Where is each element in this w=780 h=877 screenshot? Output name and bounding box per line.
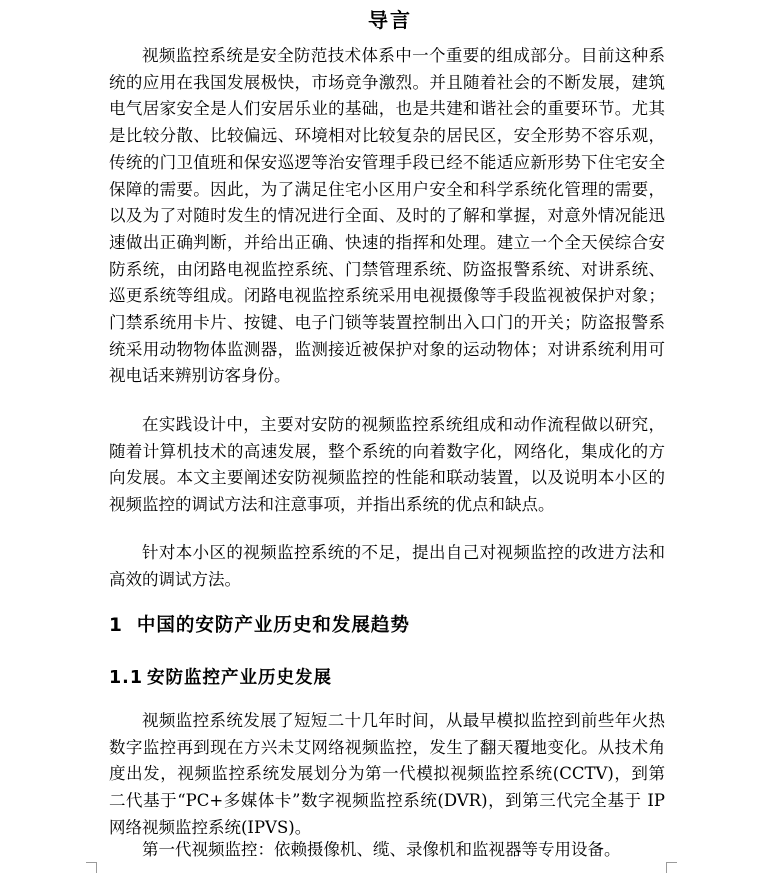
right-margin-corner-mark <box>666 862 677 873</box>
intro-paragraph-1: 视频监控系统是安全防范技术体系中一个重要的组成部分。目前这种系统的应用在我国发展极快，市场竞争激烈。并且随着社会的不断发展，建筑电气居家安全是人们安居乐业的基础，也是共建和谐社会的重要环节。尤其是比较分散、比较偏远、环境相对比较复杂的居民区，安全形势不容乐观，传统的门卫值班和保安巡逻等治安管理手段已经不能适应新形势下住宅安全保障的需要。因此，为了满足住宅小区用户安全和科学系统化管理的需要，以及为了对随时发生的情况进行全面、及时的了解和掌握，对意外情况能迅速做出正确判断，并给出正确、快速的指挥和处理。建立一个全天侯综合安防系统，由闭路电视监控系统、门禁管理系统、防盗报警系统、对讲系统、巡更系统等组成。闭路电视监控系统采用电视摄像等手段监视被保护对象；门禁系统用卡片、按键、电子门锁等装置控制出入口门的开关；防盗报警系统采用动物物体监测器，监测接近被保护对象的运动物体；对讲系统利用可视电话来辨别访客身份。 <box>109 46 665 386</box>
section-1-1-heading <box>109 664 332 689</box>
section-1-1-title: 安防监控产业历史发展 <box>147 668 333 688</box>
section-1-1-paragraph-2: 第一代视频监控：依赖摄像机、缆、录像机和监视器等专用设备。 <box>142 840 621 859</box>
section-1-heading <box>109 611 410 637</box>
document-title: 导言 <box>368 8 412 32</box>
section-1-1-number: 1.1 <box>109 668 144 688</box>
section-1-1-paragraph-1: 视频监控系统发展了短短二十几年时间，从最早模拟监控到前些年火热数字监控再到现在方兴未艾网络视频监控，发生了翻天覆地变化。从技术角度出发，视频监控系统发展划分为第一代模拟视频监控系统(CCTV)，到第二代基于“PC+多媒体卡”数字视频监控系统(DVR)，到第三代完全基于 IP 网络视频监控系统(IPVS)。 <box>109 711 665 837</box>
section-1-number: 1 <box>109 615 123 636</box>
intro-paragraph-3: 针对本小区的视频监控系统的不足，提出自己对视频监控的改进方法和高效的调试方法。 <box>109 543 665 589</box>
intro-paragraph-2: 在实践设计中，主要对安防的视频监控系统组成和动作流程做以研究，随着计算机技术的高速发展，整个系统的向着数字化，网络化，集成化的方向发展。本文主要阐述安防视频监控的性能和联动装置，以及说明本小区的视频监控的调试方法和注意事项，并指出系统的优点和缺点。 <box>109 415 665 515</box>
left-margin-corner-mark <box>86 862 97 873</box>
section-1-title: 中国的安防产业历史和发展趋势 <box>136 615 410 636</box>
